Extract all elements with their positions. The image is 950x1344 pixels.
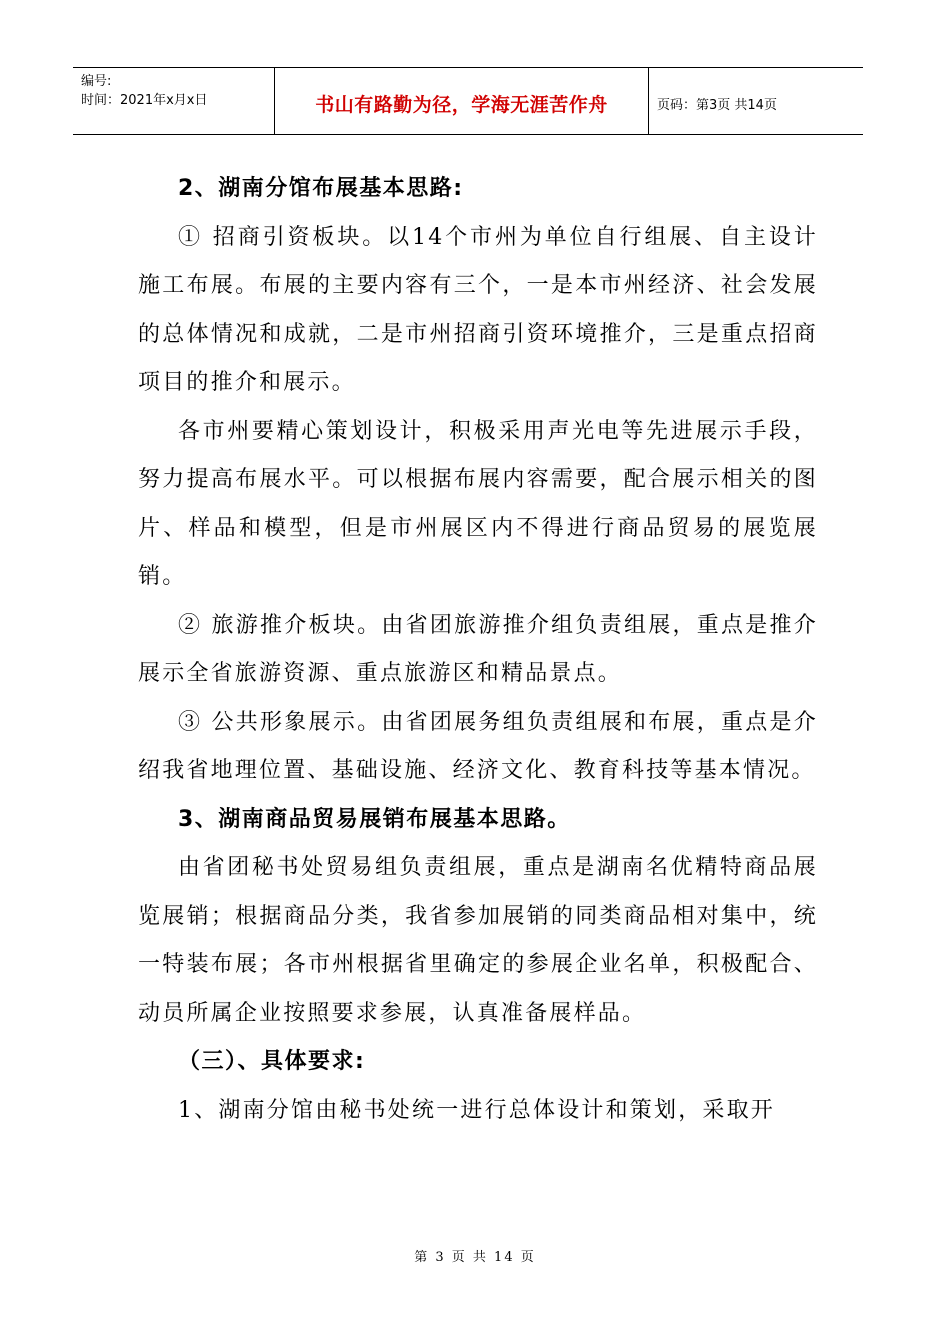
heading-2: 2、湖南分馆布展基本思路: bbox=[178, 176, 464, 201]
document-body bbox=[138, 165, 818, 1135]
paragraph: 各市州要精心策划设计，积极采用声光电等先进展示手段，努力提高布展水平。可以根据布展内容需要，配合展示相关的图片、样品和模型，但是市州展区内不得进行商品贸易的展览展销。 bbox=[138, 418, 818, 589]
heading-3: 3、湖南商品贸易展销布展基本思路。 bbox=[178, 806, 571, 832]
header-meta bbox=[73, 68, 275, 134]
paragraph: 1、湖南分馆由秘书处统一进行总体设计和策划，采取开 bbox=[178, 1097, 775, 1123]
heading-requirements: （三）、具体要求: bbox=[178, 1049, 366, 1074]
time-label: 时间：2021年x月x日 bbox=[81, 93, 208, 108]
header-page-info: 页码：第3页 共14页 bbox=[657, 97, 777, 113]
page-footer: 第 3 页 共 14 页 bbox=[414, 1250, 536, 1265]
paragraph: ③ 公共形象展示。由省团展务组负责组展和布展，重点是介绍我省地理位置、基础设施、经济文化、教育科技等基本情况。 bbox=[138, 709, 818, 783]
paragraph: ② 旅游推介板块。由省团旅游推介组负责组展，重点是推介展示全省旅游资源、重点旅游区和精品景点。 bbox=[138, 612, 818, 686]
page-header bbox=[73, 67, 863, 135]
paragraph: ① 招商引资板块。以14个市州为单位自行组展、自主设计施工布展。布展的主要内容有三个，一是本市州经济、社会发展的总体情况和成就，二是市州招商引资环境推介，三是重点招商项目的推介和展示。 bbox=[138, 224, 818, 395]
paragraph: 由省团秘书处贸易组负责组展，重点是湖南名优精特商品展览展销；根据商品分类，我省参加展销的同类商品相对集中，统一特装布展；各市州根据省里确定的参展企业名单，积极配合、动员所属企业按照要求参展，认真准备展样品。 bbox=[138, 855, 818, 1026]
number-label: 编号: bbox=[81, 74, 112, 89]
header-motto: 书山有路勤为径，学海无涯苦作舟 bbox=[275, 68, 649, 134]
